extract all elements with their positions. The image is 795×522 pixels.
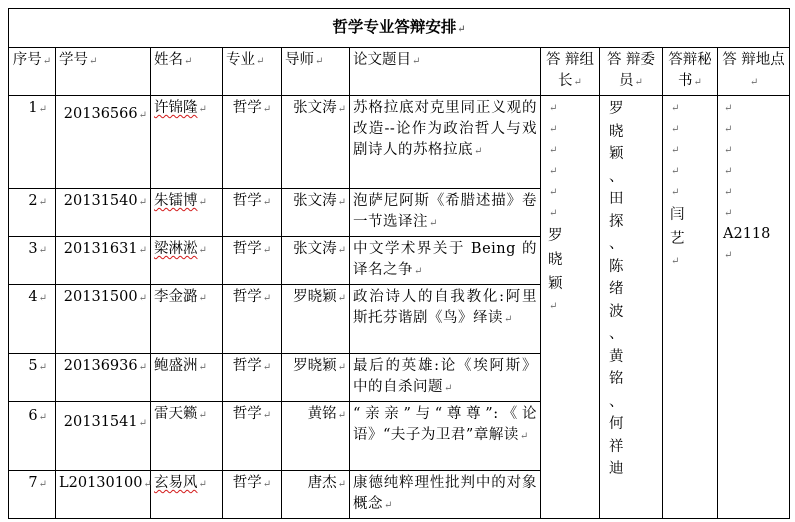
chair-name: 罗晓颖 [548, 228, 563, 292]
committee-char: 何 [609, 416, 624, 432]
header-major: 专业↵ [223, 48, 282, 96]
cell-student-id: 20131631↵ [56, 237, 151, 285]
cell-major: 哲学↵ [223, 354, 282, 402]
cell-major: 哲学↵ [223, 402, 282, 471]
cell-seq: 5↵ [9, 354, 56, 402]
cell-advisor: 罗晓颖↵ [282, 285, 350, 354]
committee-char: 铭 [609, 371, 624, 387]
cell-seq: 6↵ [9, 402, 56, 471]
cell-major: 哲学↵ [223, 96, 282, 189]
cell-major: 哲学↵ [223, 237, 282, 285]
cell-name: 鲍盛洲↵ [151, 354, 223, 402]
committee-char: 绪 [609, 281, 624, 297]
committee-char: 迪 [609, 461, 624, 477]
cell-seq: 4↵ [9, 285, 56, 354]
location-value: A2118 ↵ [723, 226, 771, 261]
header-name: 姓名↵ [151, 48, 223, 96]
header-row [9, 48, 790, 96]
cell-seq: 1↵ [9, 96, 56, 189]
cell-student-id: 20131540↵ [56, 189, 151, 237]
cell-chair: ↵ ↵ ↵ ↵ ↵ ↵ 罗晓颖 ↵ [541, 96, 600, 519]
committee-char: 颖 [609, 146, 624, 162]
committee-char: 探 [609, 213, 624, 230]
committee-char: 祥 [609, 438, 624, 455]
cell-committee [600, 96, 663, 519]
header-seq: 序号↵ [9, 48, 56, 96]
cell-student-id: L20130100↵ [56, 471, 151, 519]
cell-seq: 7↵ [9, 471, 56, 519]
committee-char: 、 [609, 326, 624, 342]
cell-advisor: 张文涛↵ [282, 96, 350, 189]
cell-thesis: 泡萨尼阿斯《希腊述描》卷一节选译注↵ [350, 189, 541, 237]
cell-name: 雷天籁↵ [151, 402, 223, 471]
committee-char: 、 [609, 393, 624, 410]
cell-student-id: 20131500↵ [56, 285, 151, 354]
cell-name: 朱镭博↵ [151, 189, 223, 237]
cell-major: 哲学↵ [223, 471, 282, 519]
header-location: 答 辩地点↵ [718, 48, 790, 96]
cell-thesis: 最后的英雄:论《埃阿斯》中的自杀问题↵ [350, 354, 541, 402]
committee-char: 罗 [609, 101, 624, 117]
cell-major: 哲学↵ [223, 285, 282, 354]
header-thesis: 论文题目↵ [350, 48, 541, 96]
header-secretary: 答辩秘书↵ [663, 48, 718, 96]
cell-name: 玄易风↵ [151, 471, 223, 519]
secretary-name: 闫艺 [670, 207, 685, 247]
committee-char: 晓 [609, 123, 624, 140]
cell-advisor: 张文涛↵ [282, 237, 350, 285]
cell-name: 许锦隆↵ [151, 96, 223, 189]
cell-thesis: 政治诗人的自我教化:阿里斯托芬谐剧《鸟》绎读↵ [350, 285, 541, 354]
cell-name: 梁淋淞↵ [151, 237, 223, 285]
committee-char: 、 [609, 236, 624, 252]
cell-student-id: 20136566↵ [56, 96, 151, 189]
cell-student-id: 20136936↵ [56, 354, 151, 402]
cell-name: 李金潞↵ [151, 285, 223, 354]
committee-char: 黄 [609, 348, 624, 365]
committee-char: 陈 [609, 258, 624, 275]
cell-thesis: “亲亲”与“尊尊”:《论语》“夫子为卫君”章解读↵ [350, 402, 541, 471]
committee-names [603, 98, 659, 481]
cell-student-id: 20131541↵ [56, 402, 151, 471]
cell-thesis: 苏格拉底对克里同正义观的改造--论作为政治哲人与戏剧诗人的苏格拉底↵ [350, 96, 541, 189]
defense-schedule-table [8, 8, 790, 519]
committee-char: 波 [609, 303, 624, 320]
cell-secretary: ↵ ↵ ↵ ↵ ↵ 闫艺 ↵ [663, 96, 718, 519]
table-title: 哲学专业答辩安排↵ [9, 9, 790, 48]
cell-thesis: 中文学术界关于 Being 的译名之争↵ [350, 237, 541, 285]
committee-char: 、 [609, 168, 624, 185]
committee-char: 田 [609, 191, 624, 207]
schedule-document [8, 8, 789, 520]
cell-advisor: 唐杰↵ [282, 471, 350, 519]
cell-advisor: 罗晓颖↵ [282, 354, 350, 402]
cell-seq: 3↵ [9, 237, 56, 285]
header-chair: 答 辩组长↵ [541, 48, 600, 96]
cell-location: ↵ ↵ ↵ ↵ ↵ ↵ A2118 ↵ [718, 96, 790, 519]
table-row [9, 96, 790, 189]
cell-major: 哲学↵ [223, 189, 282, 237]
header-advisor: 导师↵ [282, 48, 350, 96]
header-student-id: 学号↵ [56, 48, 151, 96]
cell-thesis: 康德纯粹理性批判中的对象概念↵ [350, 471, 541, 519]
cell-advisor: 黄铭↵ [282, 402, 350, 471]
cell-seq: 2↵ [9, 189, 56, 237]
cell-advisor: 张文涛↵ [282, 189, 350, 237]
header-committee: 答 辩委员↵ [600, 48, 663, 96]
